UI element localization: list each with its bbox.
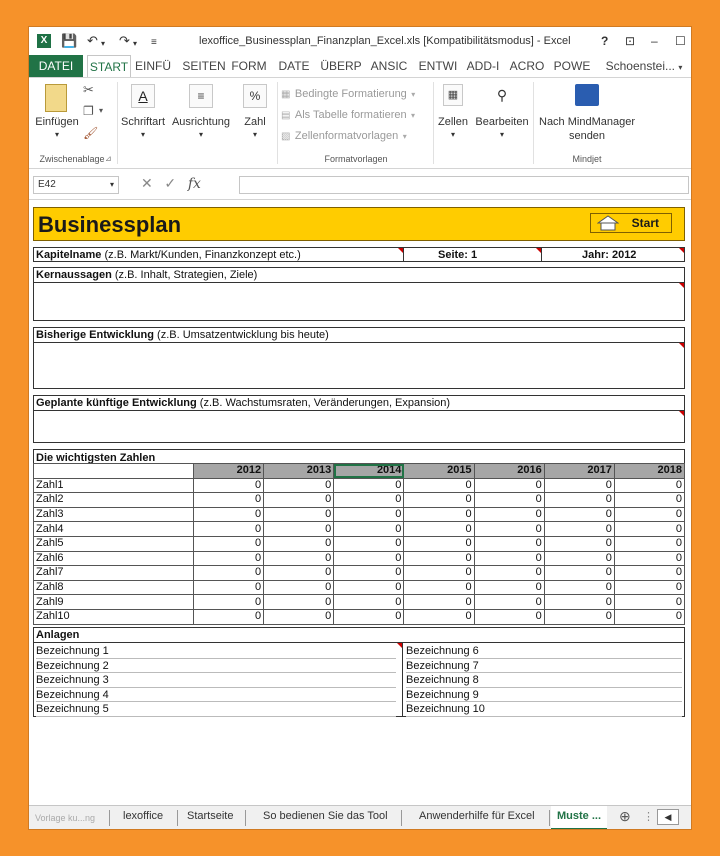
align-icon: ≡ [189, 84, 213, 108]
value-cell[interactable]: 0 [334, 551, 404, 566]
value-cell[interactable]: 0 [264, 493, 334, 508]
value-cell[interactable]: 0 [194, 595, 264, 610]
value-cell[interactable]: 0 [544, 478, 614, 493]
tab-einfuegen[interactable]: EINFÜ [135, 59, 171, 73]
excel-window [28, 26, 692, 830]
list-item[interactable]: Bezeichnung 1 [36, 644, 396, 659]
formula-icons [141, 175, 201, 192]
sheet-tab-bar [29, 805, 692, 830]
table-row [34, 478, 685, 493]
tab-separator [549, 810, 550, 826]
divider [34, 282, 684, 283]
list-item[interactable]: Bezeichnung 9 [406, 688, 682, 703]
send-to-mindmanager-button[interactable] [535, 82, 639, 148]
table-corner-cell[interactable] [34, 464, 194, 479]
bisherige-heading: Bisherige Entwicklung (z.B. Umsatzentwicklung bis heute) [36, 329, 329, 341]
anlagen-section [33, 627, 685, 717]
kapitel-row[interactable] [33, 247, 685, 262]
formula-bar [29, 170, 692, 200]
clipboard-icon [45, 84, 67, 112]
value-cell[interactable]: 0 [404, 595, 474, 610]
value-cell[interactable]: 0 [334, 595, 404, 610]
value-cell[interactable]: 0 [474, 536, 544, 551]
sheet-tab-anwenderhilfe[interactable]: Anwenderhilfe für Excel [419, 810, 535, 822]
value-cell[interactable]: 0 [194, 493, 264, 508]
bisherige-section[interactable] [33, 327, 685, 389]
ribbon-display-button[interactable]: ⊡ [625, 34, 636, 48]
start-label: Start [631, 216, 659, 230]
dialog-launcher-icon[interactable]: ⊿ [105, 154, 112, 163]
cell-border [541, 248, 542, 261]
list-item[interactable]: Bezeichnung 7 [406, 659, 682, 674]
window-title: lexoffice_Businessplan_Finanzplan_Excel.xls [Kompatibilitätsmodus] - Excel [199, 35, 571, 47]
list-item[interactable]: Bezeichnung 10 [406, 702, 682, 717]
value-cell[interactable]: 0 [194, 580, 264, 595]
table-header-row [34, 464, 685, 479]
sheet-tab-active[interactable]: Muste ... [551, 806, 607, 830]
chevron-down-icon: ▾ [54, 130, 59, 139]
value-cell[interactable]: 0 [474, 478, 544, 493]
font-color-icon: A [131, 84, 155, 108]
chevron-down-icon: ▾ [411, 90, 416, 99]
value-cell[interactable]: 0 [334, 609, 404, 624]
value-cell[interactable]: 0 [544, 493, 614, 508]
paste-button[interactable] [35, 82, 79, 148]
kernaussagen-heading: Kernaussagen (z.B. Inhalt, Strategien, Ziele) [36, 269, 258, 281]
sheet-tab-so-bedienen[interactable]: So bedienen Sie das Tool [263, 810, 388, 822]
sheet-tab-startseite[interactable]: Startseite [187, 810, 234, 822]
zahlen-heading: Die wichtigsten Zahlen [36, 452, 156, 464]
house-icon [597, 215, 619, 231]
cells-icon: ▦ [443, 84, 463, 106]
row-label-cell[interactable]: Zahl7 [34, 566, 194, 581]
list-item[interactable]: Bezeichnung 8 [406, 673, 682, 688]
value-cell[interactable]: 0 [544, 580, 614, 595]
chevron-down-icon: ▾ [411, 111, 416, 120]
scroll-left-icon[interactable]: ◀ [657, 809, 679, 825]
redo-dropdown-icon[interactable]: ▾ [133, 39, 138, 48]
font-button[interactable] [119, 82, 167, 148]
conditional-formatting-button[interactable] [281, 84, 415, 102]
value-cell[interactable]: 0 [614, 507, 684, 522]
chevron-down-icon: ▾ [252, 130, 257, 139]
value-cell[interactable]: 0 [264, 478, 334, 493]
value-cell[interactable]: 0 [404, 551, 474, 566]
list-item[interactable]: Bezeichnung 6 [406, 644, 682, 659]
start-button[interactable] [590, 213, 672, 233]
value-cell[interactable]: 0 [544, 522, 614, 537]
column-divider [402, 643, 403, 716]
value-cell[interactable]: 0 [264, 609, 334, 624]
sheet-tab-first[interactable]: Vorlage ku...ng [35, 813, 96, 823]
ribbon-separator [117, 82, 118, 164]
geplante-section[interactable] [33, 395, 685, 443]
maximize-button[interactable]: ☐ [675, 34, 686, 48]
value-cell[interactable]: 0 [194, 566, 264, 581]
row-label-cell[interactable]: Zahl1 [34, 478, 194, 493]
comment-indicator[interactable] [679, 343, 684, 348]
value-cell[interactable]: 0 [194, 522, 264, 537]
tab-acrobat[interactable]: ACRO [509, 59, 545, 73]
chevron-down-icon: ▾ [140, 130, 145, 139]
chevron-down-icon: ▾ [402, 132, 407, 141]
value-cell[interactable]: 0 [614, 580, 684, 595]
year-header[interactable]: 2013 [264, 464, 334, 479]
paste-label: Einfügen [35, 116, 79, 128]
value-cell[interactable]: 0 [614, 551, 684, 566]
conditional-formatting-icon: ▦ [281, 89, 291, 100]
user-account[interactable] [603, 55, 685, 77]
comment-indicator[interactable] [397, 643, 402, 648]
tab-separator [245, 810, 246, 826]
mindmanager-icon [575, 84, 599, 106]
value-cell[interactable]: 0 [404, 609, 474, 624]
value-cell[interactable]: 0 [264, 507, 334, 522]
name-box-value: E42 [38, 179, 56, 190]
value-cell[interactable]: 0 [334, 493, 404, 508]
value-cell[interactable]: 0 [474, 609, 544, 624]
fx-icon[interactable]: fx [187, 176, 201, 192]
save-icon[interactable]: 💾 [61, 33, 78, 48]
value-cell[interactable]: 0 [194, 507, 264, 522]
value-cell[interactable]: 0 [404, 478, 474, 493]
value-cell[interactable]: 0 [474, 493, 544, 508]
list-item[interactable]: Bezeichnung 4 [36, 688, 396, 703]
value-cell[interactable]: 0 [334, 522, 404, 537]
row-label-cell[interactable]: Zahl6 [34, 551, 194, 566]
value-cell[interactable]: 0 [264, 551, 334, 566]
tab-datei[interactable]: DATEI [29, 55, 83, 77]
cells-label: Zellen [438, 116, 468, 128]
group-clipboard-label: Zwischenablage [39, 154, 105, 164]
group-mindjet-label: Mindjet [572, 154, 602, 164]
cells-button[interactable] [435, 82, 471, 148]
cell-styles-button[interactable] [281, 126, 407, 144]
value-cell[interactable]: 0 [404, 493, 474, 508]
value-cell[interactable]: 0 [334, 507, 404, 522]
divider [34, 642, 684, 643]
value-cell[interactable]: 0 [194, 609, 264, 624]
year-header[interactable]: 2017 [544, 464, 614, 479]
value-cell[interactable]: 0 [264, 580, 334, 595]
tab-entwicklertools[interactable]: ENTWI [418, 59, 458, 73]
confirm-icon[interactable]: ✓ [164, 175, 177, 191]
table-row [34, 566, 685, 581]
table-row [34, 522, 685, 537]
tab-separator [109, 810, 110, 826]
value-cell[interactable]: 0 [194, 536, 264, 551]
cell-styles-icon: ▧ [281, 131, 291, 142]
binoculars-icon: ⚲ [496, 87, 508, 103]
value-cell[interactable]: 0 [404, 566, 474, 581]
minimize-button[interactable]: – [651, 34, 658, 48]
row-label-cell[interactable]: Zahl8 [34, 580, 194, 595]
sheet-tab-lexoffice[interactable]: lexoffice [123, 810, 164, 822]
value-cell[interactable]: 0 [544, 609, 614, 624]
cell-styles-label: Zellenformatvorlagen [294, 130, 399, 142]
tab-add-ins[interactable]: ADD-I [466, 59, 500, 73]
year-header[interactable]: 2015 [404, 464, 474, 479]
comment-indicator[interactable] [679, 411, 684, 416]
value-cell[interactable]: 0 [474, 522, 544, 537]
value-cell[interactable]: 0 [474, 566, 544, 581]
list-item[interactable]: Bezeichnung 5 [36, 702, 396, 717]
row-label-cell[interactable]: Zahl9 [34, 595, 194, 610]
cancel-icon[interactable]: ✕ [141, 175, 153, 191]
scissors-icon[interactable]: ✂ [83, 82, 94, 97]
value-cell[interactable]: 0 [614, 493, 684, 508]
value-cell[interactable]: 0 [404, 522, 474, 537]
tab-separator [177, 810, 178, 826]
redo-icon[interactable]: ↷ [119, 33, 130, 48]
tab-seitenlayout[interactable]: SEITEN [182, 59, 226, 73]
comment-indicator[interactable] [679, 283, 684, 288]
value-cell[interactable]: 0 [544, 566, 614, 581]
value-cell[interactable]: 0 [614, 478, 684, 493]
copy-dropdown-icon[interactable]: ▾ [99, 106, 104, 115]
value-cell[interactable]: 0 [334, 566, 404, 581]
anlagen-list-right [406, 644, 682, 717]
year-header-selected[interactable]: 2014 [334, 464, 404, 479]
key-figures-table [33, 463, 685, 625]
geplante-heading: Geplante künftige Entwicklung (z.B. Wachstumsraten, Veränderungen, Expansion) [36, 397, 451, 409]
number-label: Zahl [244, 116, 266, 128]
chevron-down-icon: ▾ [450, 130, 455, 139]
comment-indicator[interactable] [679, 248, 684, 253]
page-number: Seite: 1 [438, 249, 478, 261]
user-name: Schoenstei... [605, 59, 675, 73]
page-title: Businessplan [38, 212, 182, 237]
divider [34, 410, 684, 411]
editing-label: Bearbeiten [475, 116, 529, 128]
chevron-down-icon: ▾ [678, 63, 683, 72]
value-cell[interactable]: 0 [614, 595, 684, 610]
undo-dropdown-icon[interactable]: ▾ [101, 39, 106, 48]
table-row [34, 580, 685, 595]
alignment-button[interactable] [169, 82, 233, 148]
value-cell[interactable]: 0 [474, 595, 544, 610]
formula-input[interactable] [239, 176, 689, 194]
divider [34, 342, 684, 343]
value-cell[interactable]: 0 [334, 536, 404, 551]
ribbon-tabs [29, 55, 692, 77]
value-cell[interactable]: 0 [194, 551, 264, 566]
format-as-table-label: Als Tabelle formatieren [294, 109, 407, 121]
value-cell[interactable]: 0 [544, 551, 614, 566]
ribbon-separator [277, 82, 278, 164]
row-label-cell[interactable]: Zahl2 [34, 493, 194, 508]
mindmanager-label-line1: Nach MindManager [539, 116, 635, 128]
tab-ansicht[interactable]: ANSIC [370, 59, 408, 73]
tab-separator [401, 810, 402, 826]
table-row [34, 595, 685, 610]
title-bar [29, 27, 692, 55]
value-cell[interactable]: 0 [544, 595, 614, 610]
row-label-cell[interactable]: Zahl3 [34, 507, 194, 522]
value-cell[interactable]: 0 [474, 551, 544, 566]
excel-logo-icon: X [37, 34, 51, 48]
kernaussagen-section[interactable] [33, 267, 685, 321]
value-cell[interactable]: 0 [194, 478, 264, 493]
tab-formeln[interactable]: FORM [231, 59, 267, 73]
year-header[interactable]: 2018 [614, 464, 684, 479]
table-row [34, 536, 685, 551]
value-cell[interactable]: 0 [334, 478, 404, 493]
value-cell[interactable]: 0 [264, 536, 334, 551]
year-value: Jahr: 2012 [582, 249, 637, 261]
alignment-label: Ausrichtung [171, 116, 231, 128]
value-cell[interactable]: 0 [614, 609, 684, 624]
key-figures-body [34, 478, 685, 624]
chevron-down-icon: ▾ [198, 130, 203, 139]
ribbon-separator [533, 82, 534, 164]
row-label-cell[interactable]: Zahl4 [34, 522, 194, 537]
value-cell[interactable]: 0 [544, 536, 614, 551]
name-box[interactable] [33, 176, 119, 194]
ribbon-separator [433, 82, 434, 164]
tab-ueberpruefen[interactable]: ÜBERP [320, 59, 362, 73]
number-button[interactable] [235, 82, 275, 148]
value-cell[interactable]: 0 [264, 522, 334, 537]
table-row [34, 507, 685, 522]
format-as-table-button[interactable] [281, 105, 415, 123]
percent-icon: % [243, 84, 267, 108]
value-cell[interactable]: 0 [404, 507, 474, 522]
year-header[interactable]: 2016 [474, 464, 544, 479]
ribbon [29, 77, 692, 169]
undo-icon[interactable]: ↶ [87, 33, 98, 48]
help-button[interactable]: ? [601, 34, 609, 48]
copy-icon[interactable]: ❐ [83, 104, 94, 118]
conditional-formatting-label: Bedingte Formatierung [294, 88, 407, 100]
brush-icon[interactable]: 🖌 [83, 126, 99, 140]
list-item[interactable]: Bezeichnung 3 [36, 673, 396, 688]
tab-start[interactable]: START [87, 55, 131, 78]
banner [33, 207, 685, 241]
value-cell[interactable]: 0 [264, 595, 334, 610]
value-cell[interactable]: 0 [474, 580, 544, 595]
tab-powerpivot[interactable]: POWE [553, 59, 591, 73]
customize-toolbar-icon[interactable]: ≡ [151, 37, 157, 48]
font-label: Schriftart [120, 116, 165, 128]
add-sheet-button[interactable]: ⊕ [619, 808, 631, 824]
row-label-cell[interactable]: Zahl5 [34, 536, 194, 551]
group-styles-label: Formatvorlagen [324, 154, 388, 164]
tab-daten[interactable]: DATE [278, 59, 310, 73]
worksheet [33, 207, 689, 799]
table-row [34, 493, 685, 508]
anlagen-heading: Anlagen [36, 629, 80, 641]
value-cell[interactable]: 0 [334, 580, 404, 595]
value-cell[interactable]: 0 [264, 566, 334, 581]
row-label-cell[interactable]: Zahl10 [34, 609, 194, 624]
value-cell[interactable]: 0 [404, 580, 474, 595]
list-item[interactable]: Bezeichnung 2 [36, 659, 396, 674]
table-row [34, 551, 685, 566]
anlagen-list-left [36, 644, 396, 717]
more-options-icon[interactable]: ⋮ [643, 811, 654, 823]
value-cell[interactable]: 0 [404, 536, 474, 551]
chevron-down-icon: ▾ [109, 180, 114, 189]
table-row [34, 609, 685, 624]
kapitel-cell: Kapitelname (z.B. Markt/Kunden, Finanzkonzept etc.) [36, 249, 301, 261]
cell-border [403, 248, 404, 261]
value-cell[interactable]: 0 [544, 507, 614, 522]
chevron-down-icon: ▾ [499, 130, 504, 139]
value-cell[interactable]: 0 [614, 522, 684, 537]
editing-button[interactable] [473, 82, 531, 148]
value-cell[interactable]: 0 [614, 566, 684, 581]
value-cell[interactable]: 0 [474, 507, 544, 522]
mindmanager-label-line2: senden [568, 130, 606, 142]
table-icon: ▤ [281, 110, 291, 121]
value-cell[interactable]: 0 [614, 536, 684, 551]
year-header[interactable]: 2012 [194, 464, 264, 479]
